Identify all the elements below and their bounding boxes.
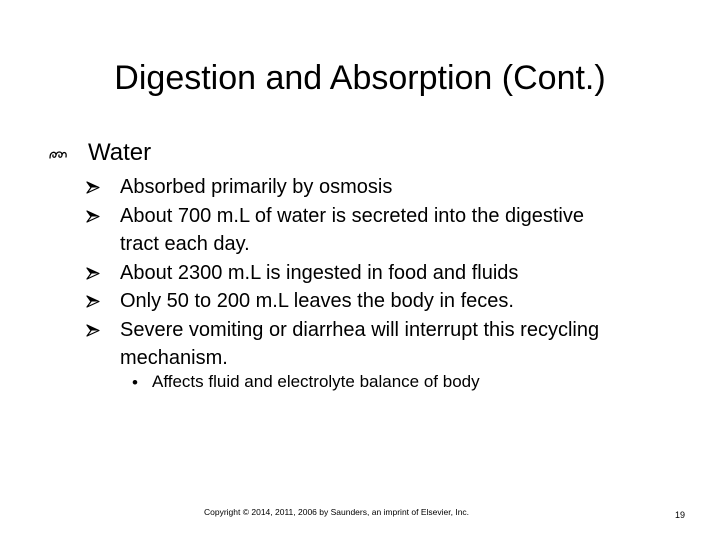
sub-bullet-text: Only 50 to 200 m.L leaves the body in feces. — [120, 290, 514, 312]
slide-title: Digestion and Absorption (Cont.) — [114, 59, 606, 97]
third-level-text: Affects fluid and electrolyte balance of body — [152, 372, 480, 391]
sub-bullet-text: Severe vomiting or diarrhea will interrupt this recycling mechanism. — [120, 318, 600, 369]
sub-bullet-text: About 700 m.L of water is secreted into the digestive tract each day. — [120, 204, 584, 255]
arrowhead-bullet-icon — [86, 324, 100, 337]
copyright-footer: Copyright © 2014, 2011, 2006 by Saunders, an imprint of Elsevier, Inc. — [204, 507, 470, 517]
sub-bullet-text: Absorbed primarily by osmosis — [120, 176, 393, 198]
dot-bullet-icon: • — [132, 373, 138, 392]
arrowhead-bullet-icon — [86, 295, 100, 308]
sub-bullet-item — [86, 202, 606, 259]
sub-bullet-item — [86, 173, 606, 202]
arrowhead-bullet-icon — [86, 267, 100, 280]
curly-scroll-bullet-icon — [48, 148, 68, 162]
page-number: 19 — [675, 510, 686, 520]
arrowhead-bullet-icon — [86, 181, 100, 194]
third-level-item — [130, 371, 480, 393]
sub-bullet-item — [86, 287, 606, 316]
third-level-list — [130, 371, 480, 393]
arrowhead-bullet-icon — [86, 210, 100, 223]
main-bullet-text: Water — [88, 139, 152, 166]
sub-bullet-list — [86, 173, 606, 373]
sub-bullet-text: About 2300 m.L is ingested in food and fluids — [120, 261, 519, 284]
sub-bullet-item — [86, 259, 606, 288]
sub-bullet-item — [86, 316, 606, 373]
